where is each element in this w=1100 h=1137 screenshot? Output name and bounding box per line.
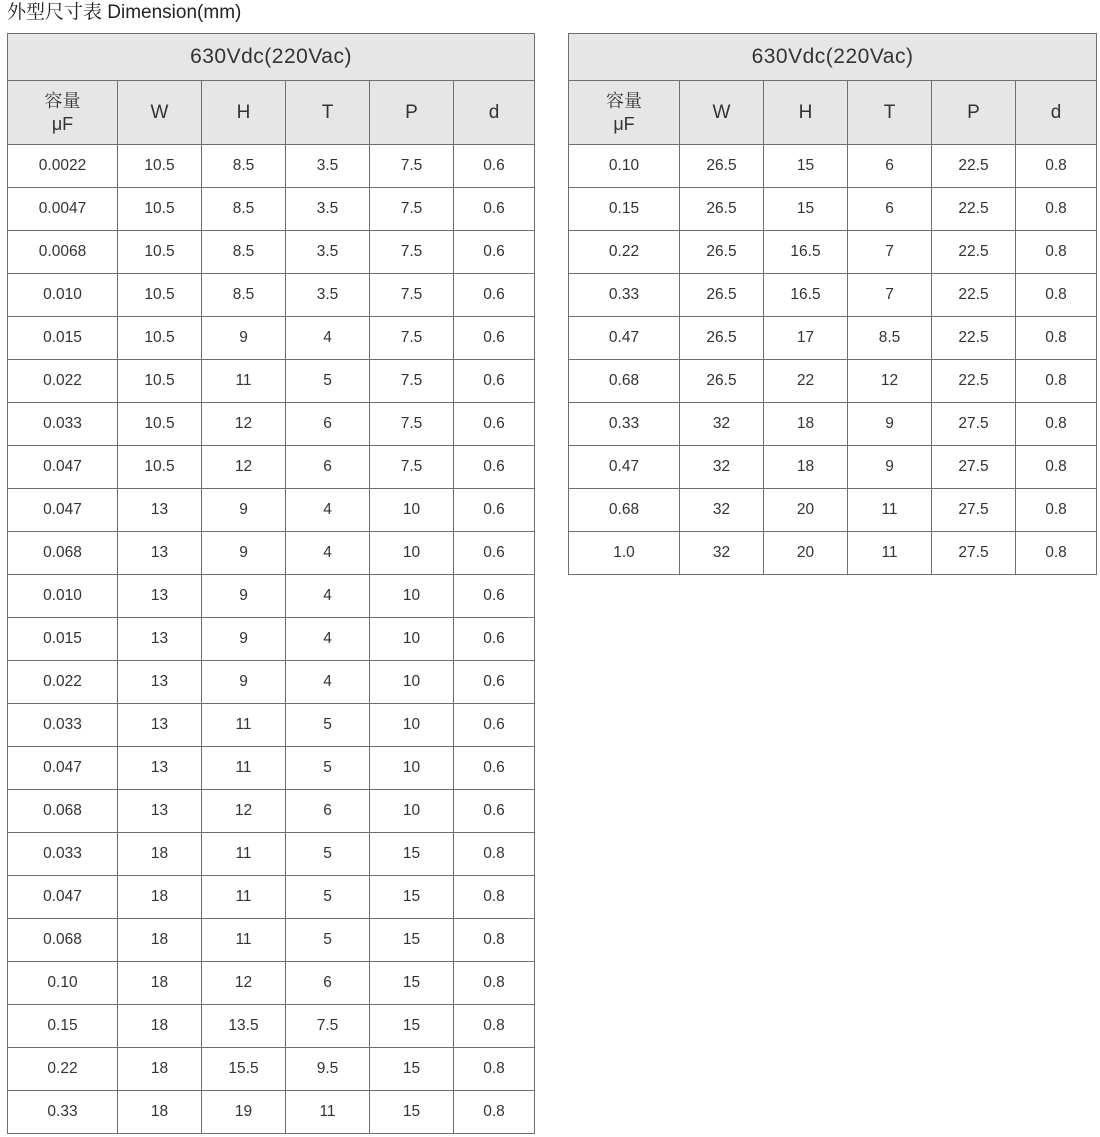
width-cell: 26.5 (680, 188, 764, 231)
width-cell: 10.5 (118, 446, 202, 489)
table-row (8, 446, 535, 489)
thickness-cell: 7.5 (286, 1005, 370, 1048)
width-cell: 18 (118, 1091, 202, 1134)
width-cell: 13 (118, 618, 202, 661)
pitch-cell: 10 (370, 575, 454, 618)
lead-diameter-cell: 0.6 (454, 575, 535, 618)
pitch-cell: 15 (370, 876, 454, 919)
capacitance-cell: 0.22 (8, 1048, 118, 1091)
lead-diameter-cell: 0.8 (1016, 188, 1097, 231)
pitch-cell: 15 (370, 1048, 454, 1091)
height-cell: 18 (764, 446, 848, 489)
width-column-header: W (680, 81, 764, 145)
dimension-table-right (568, 33, 1097, 575)
table-row (8, 919, 535, 962)
capacitance-cell: 0.022 (8, 661, 118, 704)
height-cell: 17 (764, 317, 848, 360)
table-body (569, 145, 1097, 575)
table-row (569, 188, 1097, 231)
height-cell: 8.5 (202, 188, 286, 231)
capacitance-cell: 0.047 (8, 747, 118, 790)
table-row (8, 747, 535, 790)
height-cell: 8.5 (202, 145, 286, 188)
pitch-cell: 22.5 (932, 145, 1016, 188)
capacitance-cell: 1.0 (569, 532, 680, 575)
width-cell: 18 (118, 919, 202, 962)
table-row (569, 489, 1097, 532)
capacitance-cell: 0.022 (8, 360, 118, 403)
height-cell: 12 (202, 962, 286, 1005)
height-cell: 16.5 (764, 274, 848, 317)
pitch-cell: 15 (370, 919, 454, 962)
table-row (8, 575, 535, 618)
width-cell: 13 (118, 661, 202, 704)
thickness-cell: 3.5 (286, 188, 370, 231)
capacitance-column-header (569, 81, 680, 145)
table-row (8, 360, 535, 403)
thickness-cell: 6 (848, 188, 932, 231)
thickness-cell: 4 (286, 489, 370, 532)
thickness-cell: 7 (848, 231, 932, 274)
lead-diameter-cell: 0.6 (454, 231, 535, 274)
pitch-cell: 7.5 (370, 360, 454, 403)
table-row (569, 231, 1097, 274)
thickness-cell: 6 (286, 962, 370, 1005)
thickness-column-header: T (848, 81, 932, 145)
pitch-cell: 15 (370, 833, 454, 876)
capacitance-cell: 0.047 (8, 446, 118, 489)
capacitance-cell: 0.47 (569, 446, 680, 489)
table-row (569, 360, 1097, 403)
height-cell: 13.5 (202, 1005, 286, 1048)
lead-diameter-cell: 0.8 (454, 919, 535, 962)
table-body (8, 145, 535, 1134)
width-cell: 18 (118, 962, 202, 1005)
capacitance-cell: 0.33 (8, 1091, 118, 1134)
capacitance-cell: 0.15 (569, 188, 680, 231)
capacitance-cell: 0.068 (8, 919, 118, 962)
table-row (8, 489, 535, 532)
capacitance-cell: 0.68 (569, 489, 680, 532)
lead-diameter-cell: 0.8 (1016, 489, 1097, 532)
voltage-rating-header: 630Vdc(220Vac) (8, 34, 535, 81)
height-cell: 12 (202, 446, 286, 489)
width-cell: 32 (680, 446, 764, 489)
height-cell: 20 (764, 489, 848, 532)
thickness-cell: 3.5 (286, 231, 370, 274)
width-cell: 26.5 (680, 360, 764, 403)
width-cell: 32 (680, 489, 764, 532)
lead-diameter-cell: 0.6 (454, 790, 535, 833)
lead-diameter-cell: 0.6 (454, 145, 535, 188)
width-cell: 26.5 (680, 274, 764, 317)
lead-diameter-cell: 0.8 (1016, 446, 1097, 489)
thickness-cell: 4 (286, 575, 370, 618)
width-cell: 18 (118, 1005, 202, 1048)
thickness-cell: 9 (848, 403, 932, 446)
height-cell: 11 (202, 919, 286, 962)
lead-diameter-cell: 0.6 (454, 403, 535, 446)
capacitance-cell: 0.33 (569, 403, 680, 446)
lead-diameter-cell: 0.6 (454, 618, 535, 661)
lead-diameter-cell: 0.8 (1016, 360, 1097, 403)
width-cell: 26.5 (680, 231, 764, 274)
height-cell: 15.5 (202, 1048, 286, 1091)
lead-diameter-cell: 0.6 (454, 704, 535, 747)
lead-diameter-cell: 0.6 (454, 661, 535, 704)
lead-diameter-cell: 0.6 (454, 532, 535, 575)
table-row (8, 145, 535, 188)
thickness-cell: 4 (286, 618, 370, 661)
pitch-cell: 10 (370, 618, 454, 661)
height-cell: 19 (202, 1091, 286, 1134)
width-cell: 10.5 (118, 360, 202, 403)
capacitance-cell: 0.10 (8, 962, 118, 1005)
lead-diameter-cell: 0.6 (454, 747, 535, 790)
capacitance-cell: 0.0068 (8, 231, 118, 274)
dimension-table-left (7, 33, 535, 1134)
pitch-cell: 10 (370, 790, 454, 833)
table-row (8, 274, 535, 317)
height-cell: 12 (202, 403, 286, 446)
thickness-cell: 3.5 (286, 274, 370, 317)
pitch-cell: 7.5 (370, 145, 454, 188)
thickness-cell: 11 (848, 532, 932, 575)
lead-diameter-cell: 0.6 (454, 274, 535, 317)
table-row (8, 704, 535, 747)
table-row (569, 317, 1097, 360)
thickness-cell: 5 (286, 704, 370, 747)
thickness-cell: 5 (286, 876, 370, 919)
width-cell: 32 (680, 403, 764, 446)
height-cell: 8.5 (202, 231, 286, 274)
height-cell: 11 (202, 876, 286, 919)
capacitance-cell: 0.015 (8, 317, 118, 360)
pitch-cell: 27.5 (932, 403, 1016, 446)
thickness-cell: 5 (286, 747, 370, 790)
width-cell: 18 (118, 876, 202, 919)
pitch-cell: 10 (370, 661, 454, 704)
height-cell: 9 (202, 489, 286, 532)
table-row (8, 833, 535, 876)
thickness-cell: 4 (286, 532, 370, 575)
capacitance-cell: 0.068 (8, 790, 118, 833)
capacitance-cell: 0.033 (8, 833, 118, 876)
capacitance-cell: 0.033 (8, 403, 118, 446)
thickness-cell: 9 (848, 446, 932, 489)
pitch-cell: 22.5 (932, 274, 1016, 317)
lead-diameter-cell: 0.8 (1016, 317, 1097, 360)
width-cell: 10.5 (118, 317, 202, 360)
lead-diameter-cell: 0.8 (454, 833, 535, 876)
capacitance-cell: 0.015 (8, 618, 118, 661)
pitch-cell: 15 (370, 1005, 454, 1048)
pitch-column-header: P (370, 81, 454, 145)
width-cell: 13 (118, 575, 202, 618)
lead-diameter-cell: 0.8 (454, 876, 535, 919)
height-cell: 11 (202, 747, 286, 790)
table-row (569, 145, 1097, 188)
lead-diameter-cell: 0.6 (454, 489, 535, 532)
capacitance-cell: 0.15 (8, 1005, 118, 1048)
table-row (569, 274, 1097, 317)
pitch-cell: 10 (370, 704, 454, 747)
width-cell: 32 (680, 532, 764, 575)
pitch-cell: 10 (370, 532, 454, 575)
thickness-cell: 5 (286, 360, 370, 403)
width-cell: 10.5 (118, 403, 202, 446)
width-column-header: W (118, 81, 202, 145)
height-column-header: H (202, 81, 286, 145)
capacitance-cell: 0.047 (8, 489, 118, 532)
width-cell: 18 (118, 833, 202, 876)
height-column-header: H (764, 81, 848, 145)
pitch-cell: 7.5 (370, 231, 454, 274)
height-cell: 15 (764, 188, 848, 231)
capacitance-cell: 0.010 (8, 575, 118, 618)
lead-diameter-cell: 0.6 (454, 446, 535, 489)
height-cell: 9 (202, 575, 286, 618)
height-cell: 9 (202, 532, 286, 575)
width-cell: 10.5 (118, 274, 202, 317)
height-cell: 15 (764, 145, 848, 188)
capacitance-cell: 0.10 (569, 145, 680, 188)
lead-diameter-cell: 0.8 (454, 962, 535, 1005)
table-row (569, 532, 1097, 575)
height-cell: 11 (202, 833, 286, 876)
width-cell: 13 (118, 704, 202, 747)
thickness-cell: 4 (286, 661, 370, 704)
thickness-cell: 4 (286, 317, 370, 360)
pitch-cell: 7.5 (370, 274, 454, 317)
thickness-column-header: T (286, 81, 370, 145)
table-row (8, 618, 535, 661)
table-row (8, 790, 535, 833)
height-cell: 9 (202, 317, 286, 360)
thickness-cell: 6 (286, 790, 370, 833)
lead-diameter-cell: 0.8 (1016, 145, 1097, 188)
width-cell: 10.5 (118, 231, 202, 274)
pitch-cell: 10 (370, 489, 454, 532)
lead-diameter-cell: 0.8 (454, 1005, 535, 1048)
pitch-cell: 22.5 (932, 360, 1016, 403)
pitch-cell: 27.5 (932, 446, 1016, 489)
pitch-cell: 27.5 (932, 532, 1016, 575)
thickness-cell: 5 (286, 919, 370, 962)
pitch-cell: 7.5 (370, 403, 454, 446)
height-cell: 11 (202, 704, 286, 747)
capacitance-cell: 0.033 (8, 704, 118, 747)
table-row (8, 1091, 535, 1134)
lead-diameter-cell: 0.6 (454, 188, 535, 231)
lead-diameter-cell: 0.6 (454, 360, 535, 403)
table-row (8, 188, 535, 231)
table-row (8, 1005, 535, 1048)
pitch-cell: 10 (370, 747, 454, 790)
pitch-cell: 15 (370, 1091, 454, 1134)
width-cell: 10.5 (118, 145, 202, 188)
width-cell: 13 (118, 790, 202, 833)
thickness-cell: 5 (286, 833, 370, 876)
capacitance-label: 容量 (44, 90, 81, 111)
capacitance-cell: 0.22 (569, 231, 680, 274)
lead-diameter-column-header: d (454, 81, 535, 145)
lead-diameter-cell: 0.8 (454, 1091, 535, 1134)
capacitance-cell: 0.33 (569, 274, 680, 317)
height-cell: 18 (764, 403, 848, 446)
capacitance-cell: 0.0047 (8, 188, 118, 231)
thickness-cell: 12 (848, 360, 932, 403)
capacitance-cell: 0.47 (569, 317, 680, 360)
thickness-cell: 6 (286, 446, 370, 489)
pitch-cell: 15 (370, 962, 454, 1005)
capacitance-unit: μF (613, 113, 635, 134)
pitch-cell: 7.5 (370, 317, 454, 360)
lead-diameter-cell: 0.8 (1016, 274, 1097, 317)
table-row (8, 876, 535, 919)
thickness-cell: 11 (286, 1091, 370, 1134)
capacitance-label: 容量 (606, 90, 642, 111)
thickness-cell: 3.5 (286, 145, 370, 188)
width-cell: 26.5 (680, 317, 764, 360)
pitch-cell: 7.5 (370, 446, 454, 489)
table-row (8, 532, 535, 575)
height-cell: 12 (202, 790, 286, 833)
table-row (569, 446, 1097, 489)
height-cell: 11 (202, 360, 286, 403)
width-cell: 26.5 (680, 145, 764, 188)
table-row (569, 403, 1097, 446)
lead-diameter-cell: 0.8 (1016, 231, 1097, 274)
table-row (8, 661, 535, 704)
capacitance-column-header (8, 81, 118, 145)
pitch-cell: 22.5 (932, 231, 1016, 274)
lead-diameter-column-header: d (1016, 81, 1097, 145)
thickness-cell: 8.5 (848, 317, 932, 360)
capacitance-cell: 0.010 (8, 274, 118, 317)
table-row (8, 403, 535, 446)
width-cell: 18 (118, 1048, 202, 1091)
table-row (8, 231, 535, 274)
capacitance-unit: μF (51, 113, 74, 134)
capacitance-cell: 0.68 (569, 360, 680, 403)
lead-diameter-cell: 0.8 (454, 1048, 535, 1091)
table-row (8, 962, 535, 1005)
height-cell: 22 (764, 360, 848, 403)
capacitance-cell: 0.047 (8, 876, 118, 919)
lead-diameter-cell: 0.8 (1016, 532, 1097, 575)
height-cell: 8.5 (202, 274, 286, 317)
table-row (8, 317, 535, 360)
pitch-cell: 22.5 (932, 188, 1016, 231)
pitch-column-header: P (932, 81, 1016, 145)
thickness-cell: 11 (848, 489, 932, 532)
height-cell: 9 (202, 618, 286, 661)
capacitance-cell: 0.068 (8, 532, 118, 575)
width-cell: 10.5 (118, 188, 202, 231)
width-cell: 13 (118, 532, 202, 575)
thickness-cell: 6 (286, 403, 370, 446)
height-cell: 16.5 (764, 231, 848, 274)
thickness-cell: 6 (848, 145, 932, 188)
voltage-rating-header: 630Vdc(220Vac) (569, 34, 1097, 81)
thickness-cell: 7 (848, 274, 932, 317)
page-title: 外型尺寸表 Dimension(mm) (7, 2, 242, 23)
thickness-cell: 9.5 (286, 1048, 370, 1091)
width-cell: 13 (118, 489, 202, 532)
height-cell: 20 (764, 532, 848, 575)
height-cell: 9 (202, 661, 286, 704)
table-row (8, 1048, 535, 1091)
capacitance-cell: 0.0022 (8, 145, 118, 188)
pitch-cell: 22.5 (932, 317, 1016, 360)
pitch-cell: 7.5 (370, 188, 454, 231)
lead-diameter-cell: 0.8 (1016, 403, 1097, 446)
width-cell: 13 (118, 747, 202, 790)
pitch-cell: 27.5 (932, 489, 1016, 532)
lead-diameter-cell: 0.6 (454, 317, 535, 360)
